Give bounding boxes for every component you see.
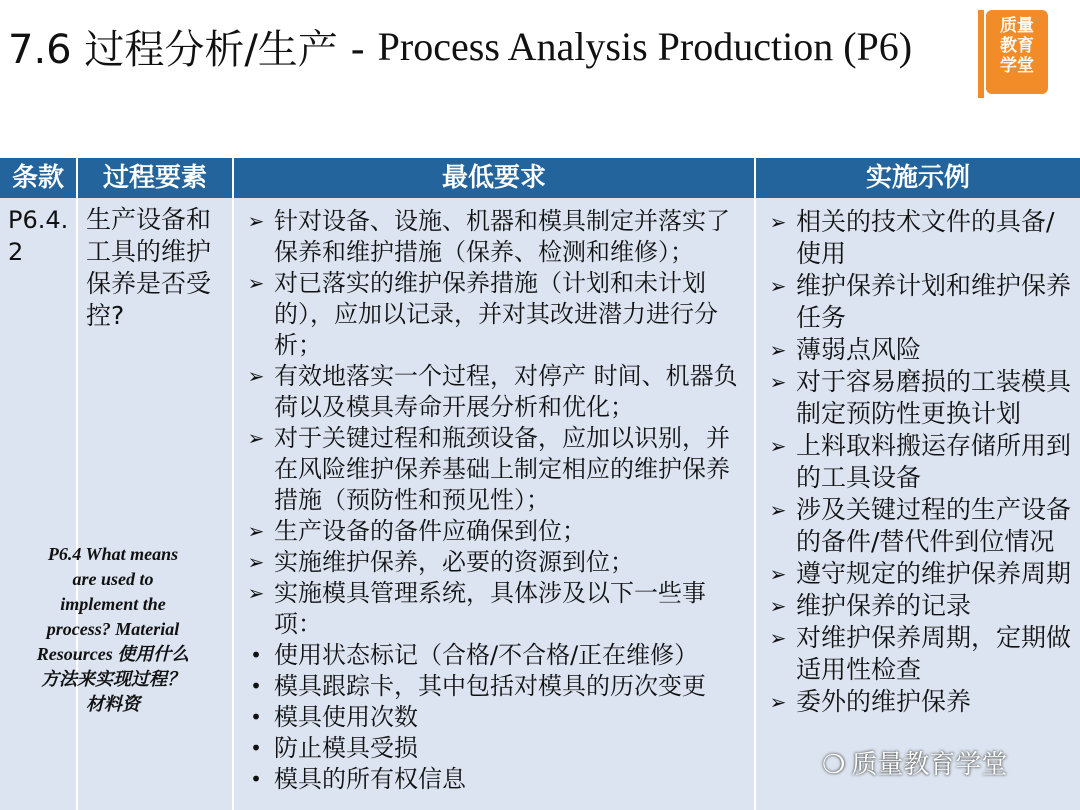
- dot-bullet-icon: •: [250, 705, 262, 729]
- arrow-bullet-icon: ➢: [247, 550, 265, 574]
- clause-number: P6.4.2: [8, 206, 69, 266]
- arrow-bullet-icon: ➢: [247, 581, 265, 605]
- examples-list: [764, 206, 1074, 718]
- list-item: ➢ 对维护保养周期，定期做适用性检查: [764, 622, 1074, 686]
- arrow-bullet-icon: ➢: [769, 690, 787, 714]
- list-item: ➢ 维护保养计划和维护保养任务: [764, 270, 1074, 334]
- brand-logo: [978, 10, 1052, 98]
- arrow-bullet-icon: ➢: [769, 562, 787, 586]
- title-english: Process Analysis Production (P6): [377, 24, 913, 69]
- arrow-bullet-icon: ➢: [247, 271, 265, 295]
- list-subitem: • 防止模具受损: [242, 733, 748, 764]
- header-examples: 实施示例: [756, 158, 1080, 198]
- arrow-bullet-icon: ➢: [247, 209, 265, 233]
- element-cell: [78, 198, 234, 810]
- dot-bullet-icon: •: [250, 736, 262, 760]
- list-item: ➢ 有效地落实一个过程，对停产 时间、机器负荷以及模具寿命开展分析和优化；: [242, 361, 748, 423]
- list-item: ➢ 实施模具管理系统，具体涉及以下一些事项：: [242, 578, 748, 640]
- watermark-text: 质量教育学堂: [851, 750, 1008, 780]
- list-item: ➢ 遵守规定的维护保养周期: [764, 558, 1074, 590]
- list-item: ➢ 实施维护保养，必要的资源到位；: [242, 547, 748, 578]
- list-subitem: • 模具的所有权信息: [242, 764, 748, 795]
- arrow-bullet-icon: ➢: [769, 626, 787, 650]
- list-item: ➢ 对于关键过程和瓶颈设备，应加以识别，并在风险维护保养基础上制定相应的维护保养措施（预防性和预见性）；: [242, 423, 748, 516]
- list-item: ➢ 生产设备的备件应确保到位；: [242, 516, 748, 547]
- logo-bar: [978, 10, 984, 98]
- arrow-bullet-icon: ➢: [247, 426, 265, 450]
- list-item: ➢ 对于容易磨损的工装模具制定预防性更换计划: [764, 366, 1074, 430]
- dot-bullet-icon: •: [250, 643, 262, 667]
- header-minimum-requirements: 最低要求: [234, 158, 756, 198]
- logo-badge: [986, 10, 1048, 94]
- list-item: ➢ 对已落实的维护保养措施（计划和未计划的），应加以记录，并对其改进潜力进行分析；: [242, 268, 748, 361]
- arrow-bullet-icon: ➢: [769, 370, 787, 394]
- list-subitem: • 模具跟踪卡，其中包括对模具的历次变更: [242, 671, 748, 702]
- watermark: [822, 744, 1007, 781]
- arrow-bullet-icon: ➢: [769, 338, 787, 362]
- chat-bubble-icon: ❍: [822, 750, 846, 780]
- arrow-bullet-icon: ➢: [769, 498, 787, 522]
- list-item: ➢ 涉及关键过程的生产设备的备件/替代件到位情况: [764, 494, 1074, 558]
- requirements-cell: [234, 198, 756, 810]
- requirements-list: [242, 206, 748, 795]
- list-item: ➢ 上料取料搬运存储所用到的工具设备: [764, 430, 1074, 494]
- list-subitem: • 模具使用次数: [242, 702, 748, 733]
- clause-cell: [0, 198, 78, 810]
- process-element-text: 生产设备和工具的维护保养是否受控?: [86, 205, 212, 330]
- translation-note: P6.4 What means are used to implement the process? Material Resources 使用什么方法来实现过程？ 材料资: [36, 544, 190, 714]
- list-item: ➢ 维护保养的记录: [764, 590, 1074, 622]
- title-chinese: 7.6 过程分析/生产 -: [8, 27, 378, 73]
- header-clause: 条款: [0, 158, 78, 198]
- arrow-bullet-icon: ➢: [247, 519, 265, 543]
- dot-bullet-icon: •: [250, 674, 262, 698]
- arrow-bullet-icon: ➢: [769, 274, 787, 298]
- list-item: ➢ 针对设备、设施、机器和模具制定并落实了保养和维护措施（保养、检测和维修）；: [242, 206, 748, 268]
- arrow-bullet-icon: ➢: [769, 210, 787, 234]
- arrow-bullet-icon: ➢: [769, 434, 787, 458]
- examples-cell: [756, 198, 1080, 810]
- list-item: ➢ 相关的技术文件的具备/使用: [764, 206, 1074, 270]
- list-item: ➢ 委外的维护保养: [764, 686, 1074, 718]
- header-process-element: 过程要素: [78, 158, 234, 198]
- list-item: ➢ 薄弱点风险: [764, 334, 1074, 366]
- logo-line: 质量: [1000, 16, 1034, 36]
- dot-bullet-icon: •: [250, 767, 262, 791]
- logo-line: 学堂: [1000, 56, 1034, 76]
- list-subitem: • 使用状态标记（合格/不合格/正在维修）: [242, 640, 748, 671]
- arrow-bullet-icon: ➢: [247, 364, 265, 388]
- logo-line: 教育: [1000, 36, 1034, 56]
- page-title: [8, 18, 912, 78]
- arrow-bullet-icon: ➢: [769, 594, 787, 618]
